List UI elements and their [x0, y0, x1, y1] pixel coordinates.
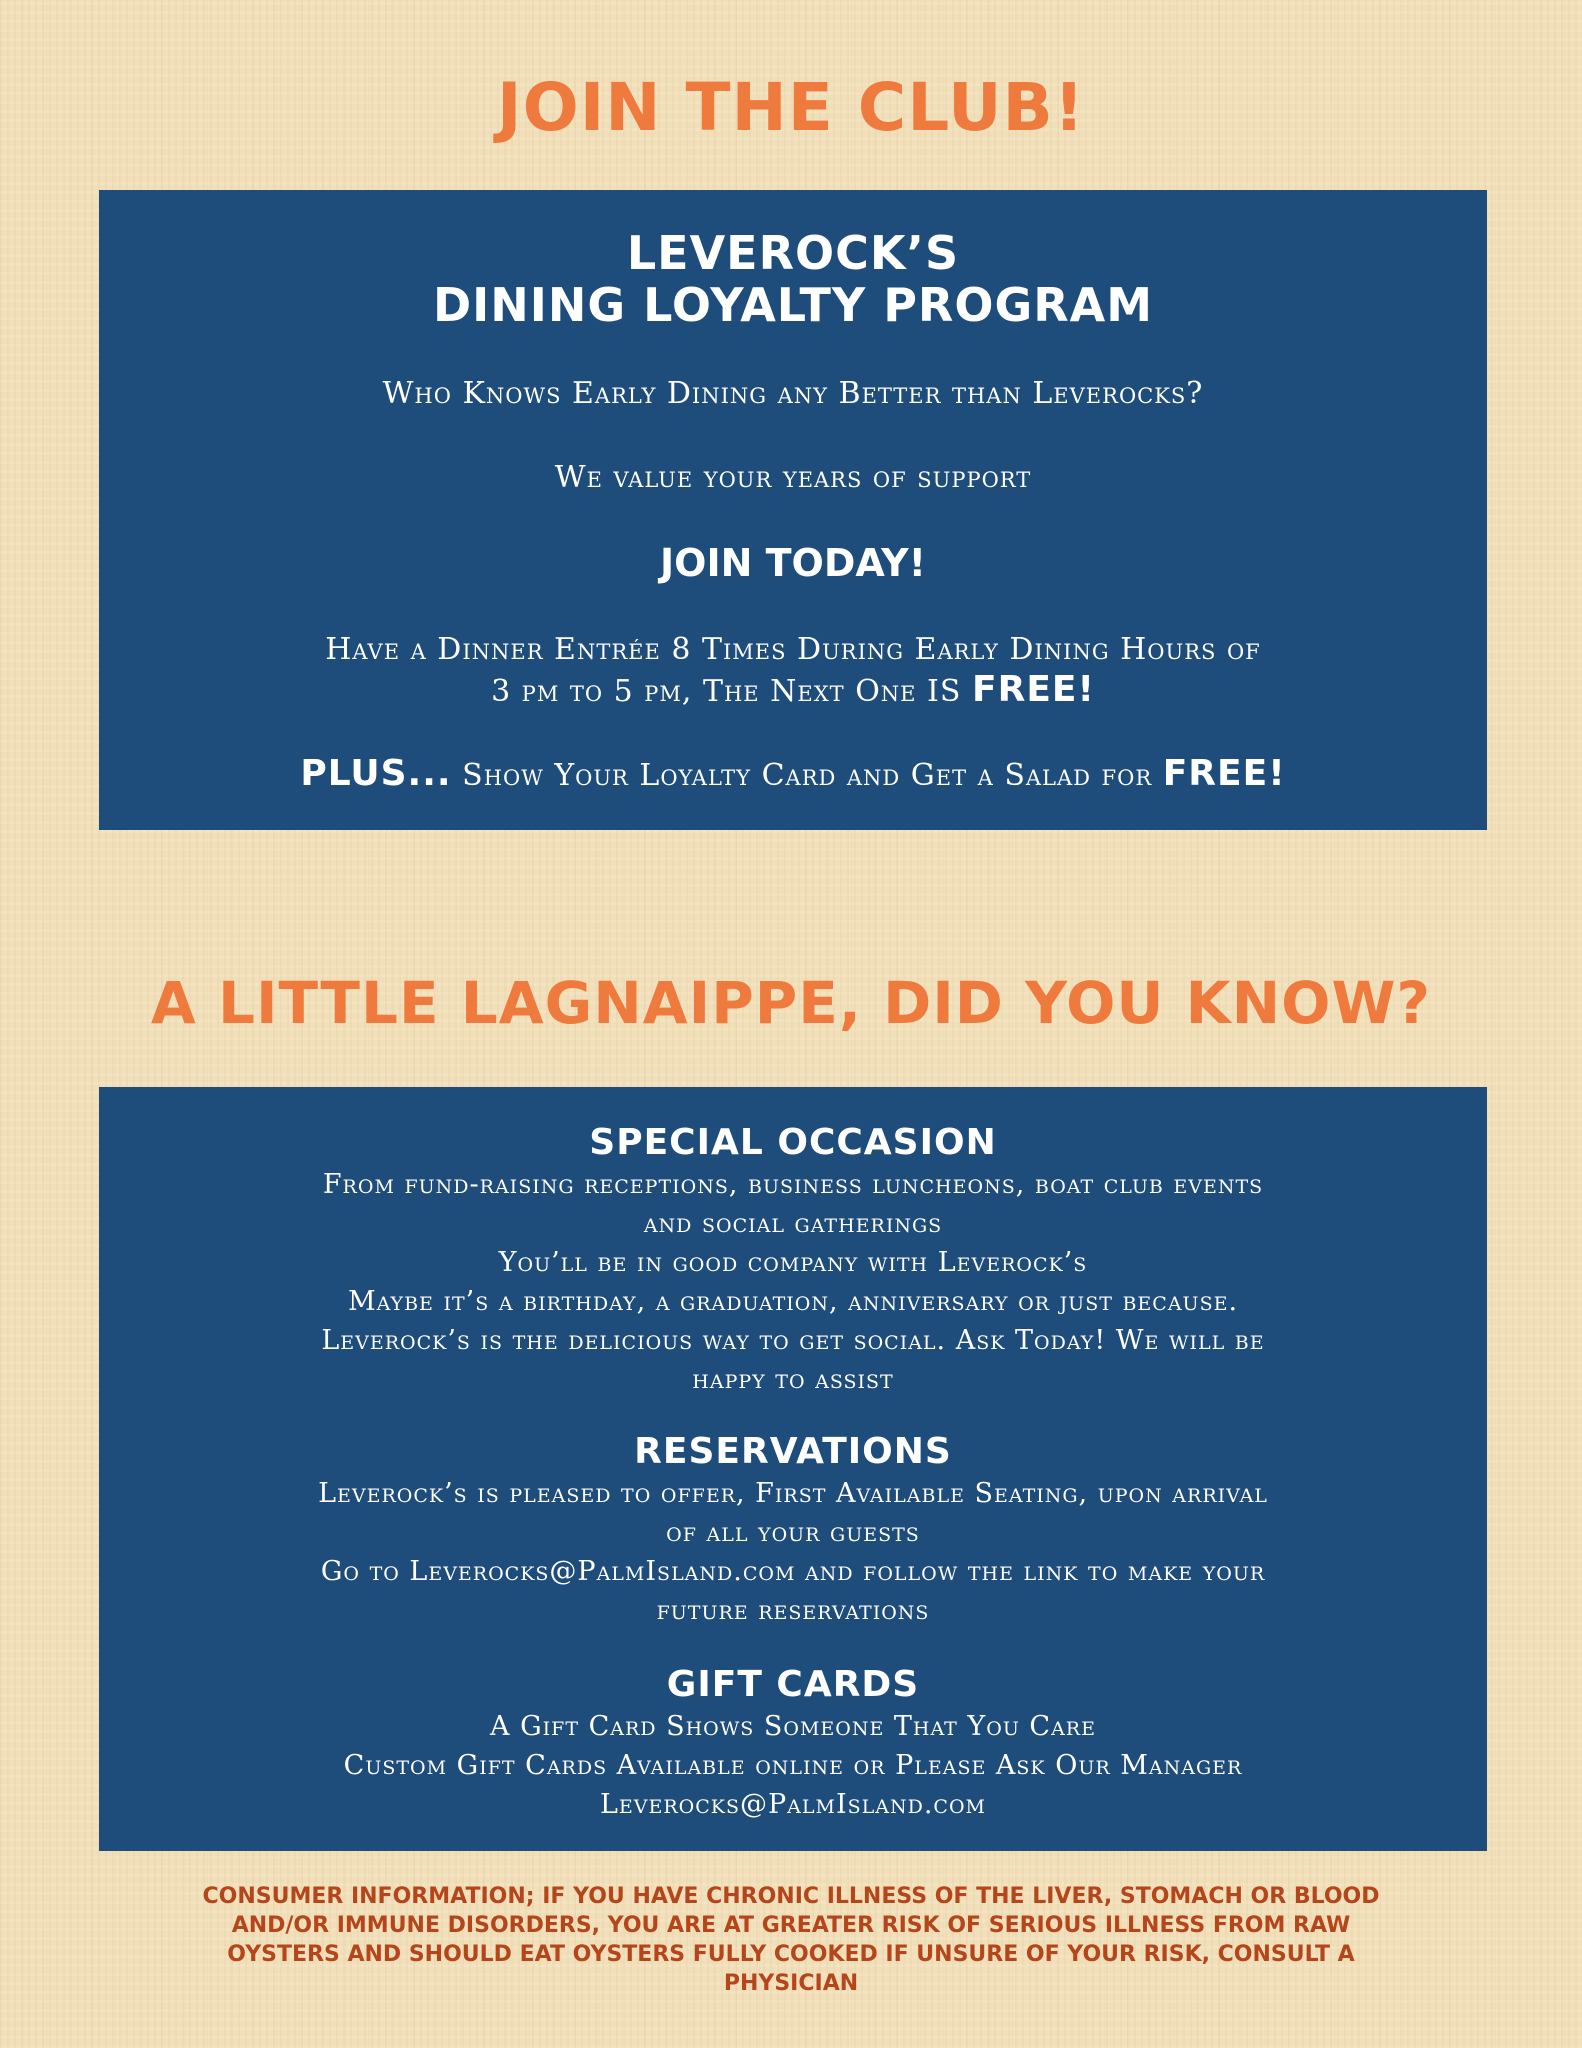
loyalty-offer-line2-text: 3 pm to 5 pm, The Next One IS	[491, 674, 962, 709]
disclaimer-line: PHYSICIAN	[723, 1971, 859, 1996]
loyalty-offer-line1: Have a Dinner Entrée 8 Times During Early Dining Hours of	[325, 632, 1261, 667]
special-occasion-line: Leverock’s is the delicious way to get social. Ask Today! We will be	[321, 1325, 1265, 1356]
loyalty-tagline: Who Knows Early Dining any Better than Leverocks?	[382, 376, 1204, 411]
gift-cards-line: Custom Gift Cards Available online or Please Ask Our Manager	[343, 1750, 1243, 1781]
loyalty-title-line2: DINING LOYALTY PROGRAM	[432, 278, 1154, 332]
reservations-line: future reservations	[656, 1595, 930, 1626]
gift-cards-email: Leverocks@PalmIsland.com	[599, 1789, 986, 1820]
special-occasion-line: and social gatherings	[643, 1208, 943, 1239]
disclaimer-line: OYSTERS AND SHOULD EAT OYSTERS FULLY COOKED IF UNSURE OF YOUR RISK, CONSULT A	[227, 1942, 1355, 1967]
free-emphasis: FREE!	[972, 669, 1095, 710]
gift-cards-line: A Gift Card Shows Someone That You Care	[490, 1711, 1096, 1742]
salad-free-emphasis: FREE!	[1162, 753, 1286, 794]
disclaimer-line: CONSUMER INFORMATION; IF YOU HAVE CHRONIC ILLNESS OF THE LIVER, STOMACH OR BLOOD	[202, 1884, 1380, 1909]
loyalty-support-text: We value your years of support	[554, 460, 1032, 495]
loyalty-title-line1: LEVEROCK’S	[626, 226, 960, 280]
special-occasion-heading: SPECIAL OCCASION	[589, 1122, 997, 1163]
gift-cards-heading: GIFT CARDS	[666, 1664, 920, 1705]
reservations-line: of all your guests	[666, 1517, 920, 1548]
consumer-disclaimer	[100, 1882, 1482, 1998]
loyalty-offer-line2	[99, 670, 1487, 712]
lagniappe-title: A LITTLE LAGNAIPPE, DID YOU KNOW?	[150, 969, 1432, 1037]
special-occasion-line: Maybe it’s a birthday, a graduation, anniversary or just because.	[347, 1286, 1239, 1317]
lagniappe-panel	[99, 1087, 1487, 1851]
join-today-heading: JOIN TODAY!	[660, 541, 926, 585]
special-occasion-line: happy to assist	[692, 1364, 894, 1395]
reservations-line: Go to Leverocks@PalmIsland.com and follow the link to make your	[320, 1556, 1266, 1587]
page-title: JOIN THE CLUB!	[497, 69, 1085, 146]
reservations-heading: RESERVATIONS	[634, 1431, 952, 1472]
loyalty-program-panel	[99, 190, 1487, 830]
special-occasion-line: You’ll be in good company with Leverock’s	[498, 1247, 1088, 1278]
plus-emphasis: PLUS...	[300, 753, 452, 794]
loyalty-plus-text: Show Your Loyalty Card and Get a Salad for	[462, 758, 1153, 793]
disclaimer-line: AND/OR IMMUNE DISORDERS, YOU ARE AT GREATER RISK OF SERIOUS ILLNESS FROM RAW	[231, 1913, 1351, 1938]
reservations-line: Leverock’s is pleased to offer, First Available Seating, upon arrival	[318, 1478, 1268, 1509]
loyalty-plus-line	[99, 754, 1487, 796]
special-occasion-line: From fund-raising receptions, business luncheons, boat club events	[322, 1169, 1264, 1200]
